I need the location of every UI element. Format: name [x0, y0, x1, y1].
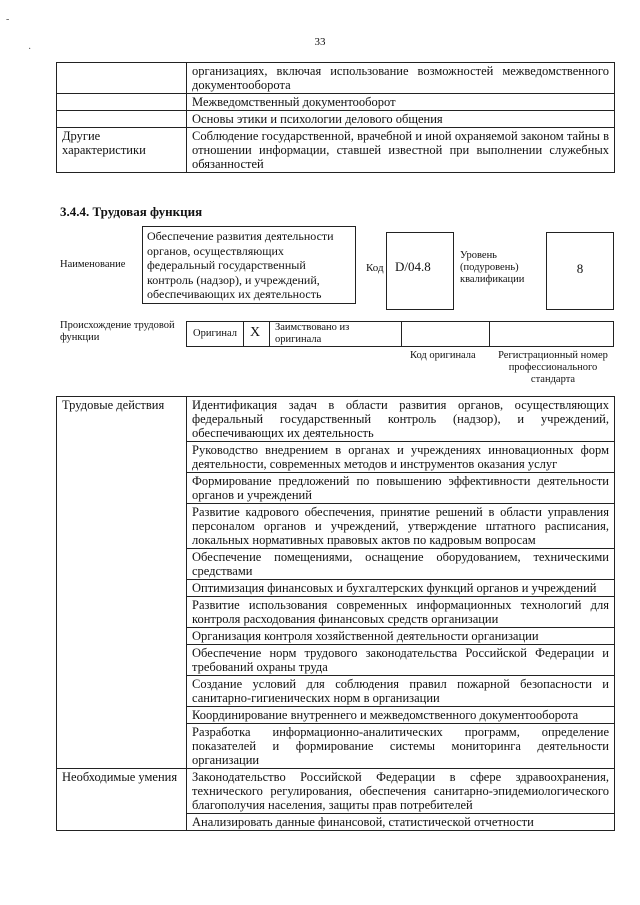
borrowed-label: Заимствовано из оригинала	[275, 322, 350, 345]
name-value: Обеспечение развития деятельности органов, осуществляющих федеральный государственный контроль (надзор), и учреждений, обеспечивающих их деятельность	[142, 226, 356, 304]
action-item: Руководство внедрением в органах и учреждениях инновационных форм деятельности, современных методов и инструментов оказания услуг	[187, 442, 615, 473]
skill-item: Анализировать данные финансовой, статистической отчетности	[187, 814, 615, 831]
table-row	[57, 397, 615, 442]
page-number: 33	[314, 36, 326, 48]
action-item: Обеспечение норм трудового законодательства Российской Федерации и требований охраны труда	[187, 645, 615, 676]
origin-label: Происхождение трудовой функции	[60, 320, 175, 343]
code-original-label: Код оригинала	[410, 350, 476, 361]
table-row	[57, 63, 615, 94]
main-table	[56, 396, 615, 831]
origin-table	[186, 321, 614, 347]
scan-mark: -	[6, 14, 10, 25]
action-item: Развитие использования современных информационных технологий для контроля расходования финансовых средств организации	[187, 597, 615, 628]
table-cell-right: Основы этики и психологии делового общения	[187, 111, 615, 128]
table-row	[57, 111, 615, 128]
table-cell-left	[57, 111, 187, 128]
level-label: Уровень (подуровень) квалификации	[460, 250, 525, 285]
action-item: Организация контроля хозяйственной деятельности организации	[187, 628, 615, 645]
reg-number-label: Регистрационный номер профессионального стандарта	[498, 350, 608, 385]
skill-item: Законодательство Российской Федерации в сфере здравоохранения, технического регулирования, обеспечения санитарно-эпидемиологического благополучия населения, защиты прав потребителей	[187, 769, 615, 814]
code-label: Код	[366, 262, 384, 274]
action-item: Идентификация задач в области развития органов, осуществляющих федеральный государственный контроль (надзор), и учреждений, обеспечивающих их деятельность	[187, 397, 615, 442]
table-cell-left: Другие характеристики	[57, 128, 187, 173]
table-row	[57, 94, 615, 111]
table-row	[57, 128, 615, 173]
action-item: Оптимизация финансовых и бухгалтерских функций органов и учреждений	[187, 580, 615, 597]
actions-label: Трудовые действия	[57, 397, 187, 769]
table-row	[57, 769, 615, 814]
section-heading: 3.4.4. Трудовая функция	[60, 204, 203, 219]
action-item: Формирование предложений по повышению эффективности деятельности органов и учреждений	[187, 473, 615, 504]
table-cell-right: Межведомственный документооборот	[187, 94, 615, 111]
action-item: Создание условий для соблюдения правил пожарной безопасности и санитарно-гигиенических норм в организации	[187, 676, 615, 707]
table-cell-right: организациях, включая использование возможностей межведомственного документооборота	[187, 63, 615, 94]
action-item: Обеспечение помещениями, оснащение оборудованием, техническими средствами	[187, 549, 615, 580]
original-mark: X	[250, 325, 261, 340]
name-label: Наименование	[60, 259, 126, 270]
original-label: Оригинал	[193, 328, 237, 339]
action-item: Координирование внутреннего и межведомственного документооборота	[187, 707, 615, 724]
table-cell-right: Соблюдение государственной, врачебной и иной охраняемой законом тайны в отношении информации, ставшей известной при выполнении служебных обязанностей	[187, 128, 615, 173]
top-table	[56, 62, 615, 173]
table-cell-left	[57, 94, 187, 111]
level-value: 8	[546, 232, 614, 310]
table-cell-left	[57, 63, 187, 94]
scan-dot: ·	[28, 44, 32, 55]
action-item: Разработка информационно-аналитических программ, определение показателей и формирование системы мониторинга деятельности организации	[187, 724, 615, 769]
skills-label: Необходимые умения	[57, 769, 187, 831]
code-value: D/04.8	[386, 232, 454, 310]
action-item: Развитие кадрового обеспечения, принятие решений в области управления персоналом органов и учреждений, утверждение штатного расписания, локальных нормативных правовых актов по кадровым вопросам	[187, 504, 615, 549]
